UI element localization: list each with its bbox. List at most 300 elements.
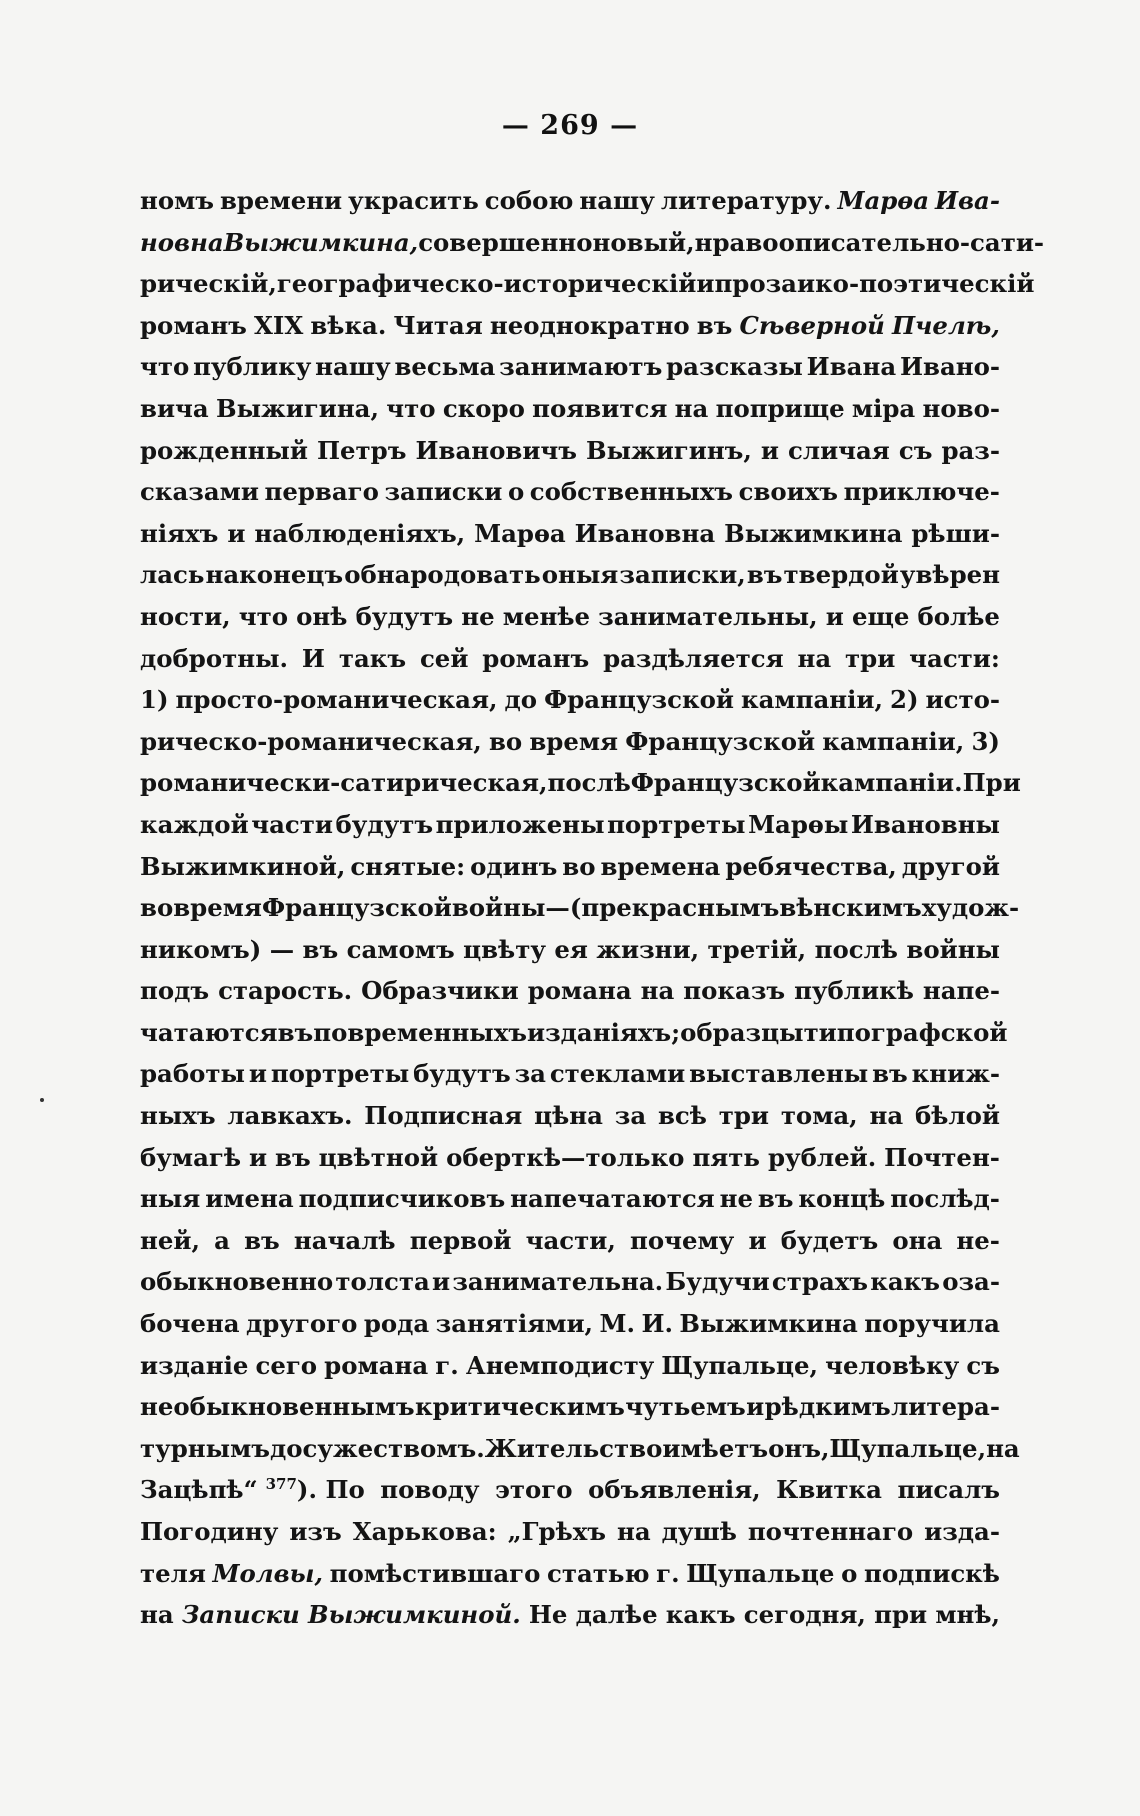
- word: этого: [495, 1475, 573, 1505]
- word: ). По: [296, 1475, 365, 1505]
- text-line: [140, 1012, 1008, 1054]
- word: съ: [898, 435, 933, 465]
- word: за: [514, 1059, 546, 1089]
- word: и: [248, 1142, 268, 1172]
- word: худож-: [921, 893, 1020, 923]
- word: до: [504, 685, 538, 715]
- footnote-group: [140, 1469, 365, 1511]
- word: занимательна.: [452, 1267, 664, 1297]
- word: душѣ: [661, 1517, 737, 1546]
- word: и: [227, 518, 246, 548]
- word: лась: [140, 560, 205, 590]
- word: нашу: [315, 352, 391, 382]
- word: ности,: [140, 601, 231, 631]
- word: почему: [629, 1225, 735, 1255]
- word: одинъ: [470, 851, 558, 881]
- word: имена: [205, 1184, 294, 1214]
- word: XIX: [253, 310, 304, 340]
- word: три: [845, 643, 896, 673]
- word: и: [696, 269, 715, 299]
- word: вѣка.: [310, 310, 387, 340]
- text-line: [140, 554, 1000, 596]
- word: времена: [600, 851, 721, 881]
- text-line: [140, 388, 1000, 430]
- word: въ: [746, 560, 783, 590]
- word: 1): [140, 685, 169, 715]
- word: Квитка: [776, 1475, 882, 1505]
- word: турнымъ: [140, 1433, 270, 1463]
- word: портреты: [270, 1059, 410, 1089]
- word: романъ: [482, 643, 590, 673]
- word: Жительство: [484, 1433, 663, 1463]
- word: романически-сатирическая,: [140, 768, 548, 798]
- word: о: [841, 1558, 858, 1588]
- word: ныя: [140, 1184, 201, 1214]
- word: мнѣ,: [935, 1600, 1000, 1630]
- word: напечатаются: [510, 1184, 715, 1214]
- word: Выжигинъ,: [586, 435, 752, 465]
- word: въ: [872, 1059, 908, 1089]
- word: войны: [906, 934, 1000, 964]
- word: въ: [696, 310, 733, 340]
- word: обыкновенно: [140, 1267, 334, 1297]
- word: вича: [140, 393, 209, 423]
- word: рическо-романическая,: [140, 726, 482, 756]
- word: Записки: [181, 1600, 300, 1630]
- text-line: [140, 1095, 1000, 1137]
- word: о: [507, 477, 525, 507]
- word: страхъ: [771, 1267, 868, 1297]
- word: исто-: [925, 685, 1000, 715]
- word: онъ,: [768, 1433, 830, 1463]
- word: какъ: [665, 1600, 736, 1630]
- word: будутъ: [335, 809, 434, 839]
- word: портреты: [607, 809, 746, 839]
- text-line: [140, 638, 1000, 680]
- word: ныхъ: [140, 1101, 216, 1131]
- text-line: [140, 1594, 1000, 1636]
- word: Погодину: [140, 1517, 279, 1546]
- word: что: [238, 601, 289, 631]
- print-speck: [40, 1098, 44, 1102]
- word: типографской: [803, 1017, 1008, 1047]
- word: третій,: [707, 934, 807, 964]
- word: занимаютъ: [499, 352, 663, 382]
- text-line: [140, 1137, 1000, 1179]
- word: на: [140, 1600, 174, 1630]
- word: раз-: [941, 435, 1000, 465]
- word: Французской: [625, 726, 816, 756]
- word: При: [962, 768, 1021, 798]
- word: будутъ: [413, 1059, 511, 1089]
- word: Анемподисту: [465, 1350, 655, 1380]
- word: что: [386, 393, 436, 423]
- text-line: [140, 970, 1000, 1012]
- word: Не: [528, 1600, 568, 1630]
- text-line: [140, 1553, 1000, 1595]
- word: Марѳа: [837, 186, 930, 215]
- text-line: [140, 305, 1000, 347]
- word: рѣдкимъ: [764, 1392, 891, 1422]
- word: началѣ: [293, 1225, 396, 1255]
- word: изда-: [924, 1517, 1000, 1546]
- text-line: [140, 1261, 1000, 1303]
- word: наконецъ: [205, 560, 344, 590]
- word: во: [562, 851, 596, 881]
- word: Ивановны: [850, 809, 1000, 839]
- word: 3): [971, 726, 1000, 756]
- word: литературу.: [660, 186, 832, 215]
- word: и: [825, 601, 844, 631]
- word: теля: [140, 1558, 206, 1588]
- word: подпискѣ: [864, 1558, 1000, 1588]
- word: писалъ: [897, 1475, 1000, 1505]
- word: М.: [599, 1309, 635, 1339]
- word: на: [674, 393, 709, 423]
- word: напе-: [922, 976, 1000, 1006]
- word: изданіяхъ;: [527, 1017, 681, 1047]
- word: такъ: [338, 643, 407, 673]
- word: Сѣверной: [739, 310, 885, 340]
- text-line: [140, 513, 1000, 555]
- word: Выжимкина: [724, 518, 903, 548]
- word: Выжигина,: [216, 393, 379, 423]
- word: Французской: [544, 685, 734, 715]
- word: кампаніи.: [820, 768, 963, 798]
- word: цвѣту: [463, 934, 546, 964]
- text-line: [140, 1428, 1020, 1470]
- word: добротны.: [140, 643, 289, 673]
- word: изданіе: [140, 1350, 249, 1380]
- word: человѣку: [825, 1350, 960, 1380]
- text-line: [140, 1178, 1000, 1220]
- word: а: [214, 1225, 230, 1255]
- word: Французской: [261, 893, 452, 923]
- word: Ивановна: [574, 518, 716, 548]
- word: географическо-историческій: [276, 269, 697, 299]
- word: приложены: [435, 809, 605, 839]
- word: Марѳы: [748, 809, 849, 839]
- word: Выжимкиной,: [140, 851, 346, 881]
- word: „Грѣхъ: [507, 1517, 606, 1546]
- word: вѣнскимъ: [779, 893, 922, 923]
- word: ребячества,: [725, 851, 897, 881]
- word: Ивана: [806, 352, 897, 382]
- word: рублей.: [767, 1142, 877, 1172]
- word: досужествомъ.: [269, 1433, 485, 1463]
- word: объявленія,: [588, 1475, 761, 1505]
- word: обнародовать: [344, 560, 541, 590]
- word: Читая: [393, 310, 483, 340]
- word: нравоописательно-сати-: [694, 227, 1045, 257]
- word: каждой: [140, 809, 249, 839]
- word: совершенно: [418, 227, 593, 257]
- word: что: [140, 352, 190, 382]
- word: сей: [419, 643, 469, 673]
- word: повременныхъ: [313, 1017, 528, 1047]
- word: на: [616, 1517, 651, 1546]
- word: не-: [956, 1225, 1000, 1255]
- word: части,: [525, 1225, 616, 1255]
- text-line: [140, 887, 1020, 929]
- word: выставлены: [689, 1059, 869, 1089]
- word: новна: [140, 227, 224, 257]
- word: рожденный: [140, 435, 308, 465]
- word: рѣши-: [911, 518, 1000, 548]
- word: бѣлой: [914, 1101, 1000, 1131]
- word: публикѣ: [794, 976, 914, 1006]
- text-line: [140, 596, 1000, 638]
- word: чатаются: [140, 1017, 278, 1047]
- text-line: [140, 1303, 1000, 1345]
- word: поводу: [380, 1475, 480, 1505]
- word: публику: [193, 352, 312, 382]
- word: толста: [335, 1267, 430, 1297]
- word: появится: [532, 393, 668, 423]
- word: раздѣляется: [603, 643, 784, 673]
- word: три: [718, 1101, 769, 1131]
- text-line: [140, 222, 1045, 264]
- body-text: [140, 180, 1045, 1636]
- word: Харькова:: [352, 1517, 497, 1546]
- word: Ивановичъ: [415, 435, 577, 465]
- word: необыкновеннымъ: [140, 1392, 415, 1422]
- word: прозаико-поэтическій: [714, 269, 1035, 299]
- word: неоднократно: [489, 310, 690, 340]
- word: собою: [484, 186, 574, 215]
- word: первой: [409, 1225, 512, 1255]
- word: далѣе: [575, 1600, 658, 1630]
- word: помѣстившаго: [329, 1558, 541, 1588]
- word: занятіями,: [435, 1309, 594, 1339]
- word: въ: [275, 1142, 311, 1172]
- word: части:: [909, 643, 1000, 673]
- word: лавкахъ.: [227, 1101, 353, 1131]
- word: жизни,: [596, 934, 700, 964]
- word: и: [432, 1267, 451, 1297]
- word: поприще: [715, 393, 845, 423]
- word: послѣд-: [890, 1184, 1000, 1214]
- word: въ: [757, 1184, 794, 1214]
- word: подписчиковъ: [298, 1184, 506, 1214]
- word: образцы: [680, 1017, 804, 1047]
- word: Французской: [630, 768, 821, 798]
- word: будетъ: [780, 1225, 879, 1255]
- word: твердой: [783, 560, 899, 590]
- word: она: [892, 1225, 943, 1255]
- word: чутьемъ: [625, 1392, 746, 1422]
- word: кампаніи,: [822, 726, 965, 756]
- word: весьма: [394, 352, 496, 382]
- word: перваго: [264, 477, 379, 507]
- word: Щупальце,: [829, 1433, 987, 1463]
- word: занимательны,: [598, 601, 818, 631]
- word: и: [748, 1225, 767, 1255]
- word: —: [269, 934, 295, 964]
- word: романа: [527, 976, 632, 1006]
- word: нашу: [579, 186, 655, 215]
- word: своихъ: [738, 477, 839, 507]
- word: критическимъ: [415, 1392, 625, 1422]
- word: на: [986, 1433, 1020, 1463]
- word: Петръ: [317, 435, 407, 465]
- word: пять: [692, 1142, 760, 1172]
- word: романъ: [140, 310, 247, 340]
- word: 2): [889, 685, 919, 715]
- word: онѣ: [296, 601, 348, 631]
- word: увѣрен: [899, 560, 1000, 590]
- word: міра: [851, 393, 916, 423]
- word: сличая: [788, 435, 890, 465]
- text-line: [140, 721, 1000, 763]
- word: статью: [547, 1558, 650, 1588]
- text-line: [140, 1469, 1000, 1511]
- word: войны—(прекраснымъ: [451, 893, 780, 923]
- word: литера-: [891, 1392, 1000, 1422]
- word: изъ: [289, 1517, 342, 1546]
- word: болѣе: [917, 601, 1000, 631]
- word: на: [869, 1101, 904, 1131]
- word: Почтен-: [884, 1142, 1000, 1172]
- word: оберткѣ—только: [446, 1142, 685, 1172]
- word: сказами: [140, 477, 259, 507]
- word: г.: [656, 1558, 680, 1588]
- word: Пчелѣ,: [891, 310, 1000, 340]
- text-line: [140, 804, 1000, 846]
- word: украсить: [348, 186, 479, 215]
- word: оныя: [541, 560, 619, 590]
- word: въ: [302, 934, 339, 964]
- page-number: — 269 —: [501, 110, 639, 141]
- word: сего: [255, 1350, 318, 1380]
- word: скоро: [442, 393, 525, 423]
- word: Выжимкина,: [223, 227, 419, 257]
- word: рическій,: [140, 269, 277, 299]
- word: рода: [363, 1309, 430, 1339]
- word: самомъ: [346, 934, 455, 964]
- word: на: [640, 976, 675, 1006]
- text-line: [140, 263, 1035, 305]
- word: ново-: [922, 393, 1000, 423]
- word: Ивано-: [899, 352, 1000, 382]
- text-line: [140, 762, 1021, 804]
- word: какъ: [870, 1267, 940, 1297]
- word: Марѳа: [474, 518, 566, 548]
- text-line: [140, 1220, 1000, 1262]
- word: приключе-: [843, 477, 1000, 507]
- word: Образчики: [361, 976, 519, 1006]
- word: кампаніи,: [740, 685, 883, 715]
- word: Выжимкиной.: [307, 1600, 521, 1630]
- word: романа: [324, 1350, 429, 1380]
- word: при: [874, 1600, 928, 1630]
- word: времени: [219, 186, 343, 215]
- word: И.: [641, 1309, 673, 1339]
- word: новый,: [592, 227, 695, 257]
- word: сегодня,: [743, 1600, 866, 1630]
- word: имѣетъ: [662, 1433, 769, 1463]
- word: будутъ: [355, 601, 454, 631]
- text-line: [140, 929, 1000, 971]
- word: въ: [244, 1225, 280, 1255]
- word: Подписная: [364, 1101, 523, 1131]
- text-line: [140, 1345, 1000, 1387]
- word: показъ: [683, 976, 786, 1006]
- word: во: [140, 893, 174, 923]
- word: съ: [966, 1350, 1000, 1380]
- word: книж-: [911, 1059, 1000, 1089]
- word: подъ: [140, 976, 210, 1006]
- word: концѣ: [798, 1184, 886, 1214]
- word: не: [461, 601, 495, 631]
- word: записки,: [619, 560, 746, 590]
- word: Щупальце: [686, 1558, 835, 1588]
- word: ней,: [140, 1225, 200, 1255]
- text-line: [140, 471, 1000, 513]
- footnote-ref: 377: [265, 1475, 297, 1494]
- word: Щупальце,: [661, 1350, 818, 1380]
- word: стеклами: [549, 1059, 686, 1089]
- word: время: [529, 726, 619, 756]
- word: поручила: [864, 1309, 1000, 1339]
- word: Будучи: [665, 1267, 770, 1297]
- text-line: [140, 1053, 1000, 1095]
- word: послѣ: [814, 934, 898, 964]
- word: И: [301, 643, 325, 673]
- word: тома,: [780, 1101, 858, 1131]
- word: Зацѣпѣ“: [140, 1475, 258, 1505]
- word: бумагѣ: [140, 1142, 241, 1172]
- word: ніяхъ: [140, 518, 219, 548]
- word: послѣ: [547, 768, 631, 798]
- word: Ива-: [934, 186, 1000, 215]
- word: снятые:: [350, 851, 466, 881]
- word: части: [251, 809, 333, 839]
- word: другой: [901, 851, 1000, 881]
- word: разсказы: [666, 352, 803, 382]
- word: на: [797, 643, 832, 673]
- word: всѣ: [657, 1101, 707, 1131]
- word: Выжимкина: [679, 1309, 858, 1339]
- text-line: [140, 430, 1000, 472]
- word: еще: [851, 601, 910, 631]
- word: не: [719, 1184, 753, 1214]
- word: за: [614, 1101, 647, 1131]
- word: и: [248, 1059, 267, 1089]
- word: никомъ): [140, 934, 262, 964]
- word: работы: [140, 1059, 245, 1089]
- word: бочена: [140, 1309, 240, 1339]
- text-line: [140, 180, 1000, 222]
- word: менѣе: [502, 601, 590, 631]
- word: просто-романическая,: [175, 685, 498, 715]
- word: старость.: [218, 976, 353, 1006]
- word: наблюденіяхъ,: [254, 518, 466, 548]
- word: во: [488, 726, 523, 756]
- word: цвѣтной: [318, 1142, 439, 1172]
- word: другого: [246, 1309, 358, 1339]
- word: г.: [435, 1350, 459, 1380]
- word: въ: [277, 1017, 314, 1047]
- word: время: [173, 893, 262, 923]
- word: номъ: [140, 186, 215, 215]
- word: собственныхъ: [529, 477, 734, 507]
- word: и: [760, 435, 779, 465]
- text-line: [140, 679, 1000, 721]
- word: цѣна: [534, 1101, 603, 1131]
- text-line: [140, 846, 1000, 888]
- text-line: [140, 1386, 1000, 1428]
